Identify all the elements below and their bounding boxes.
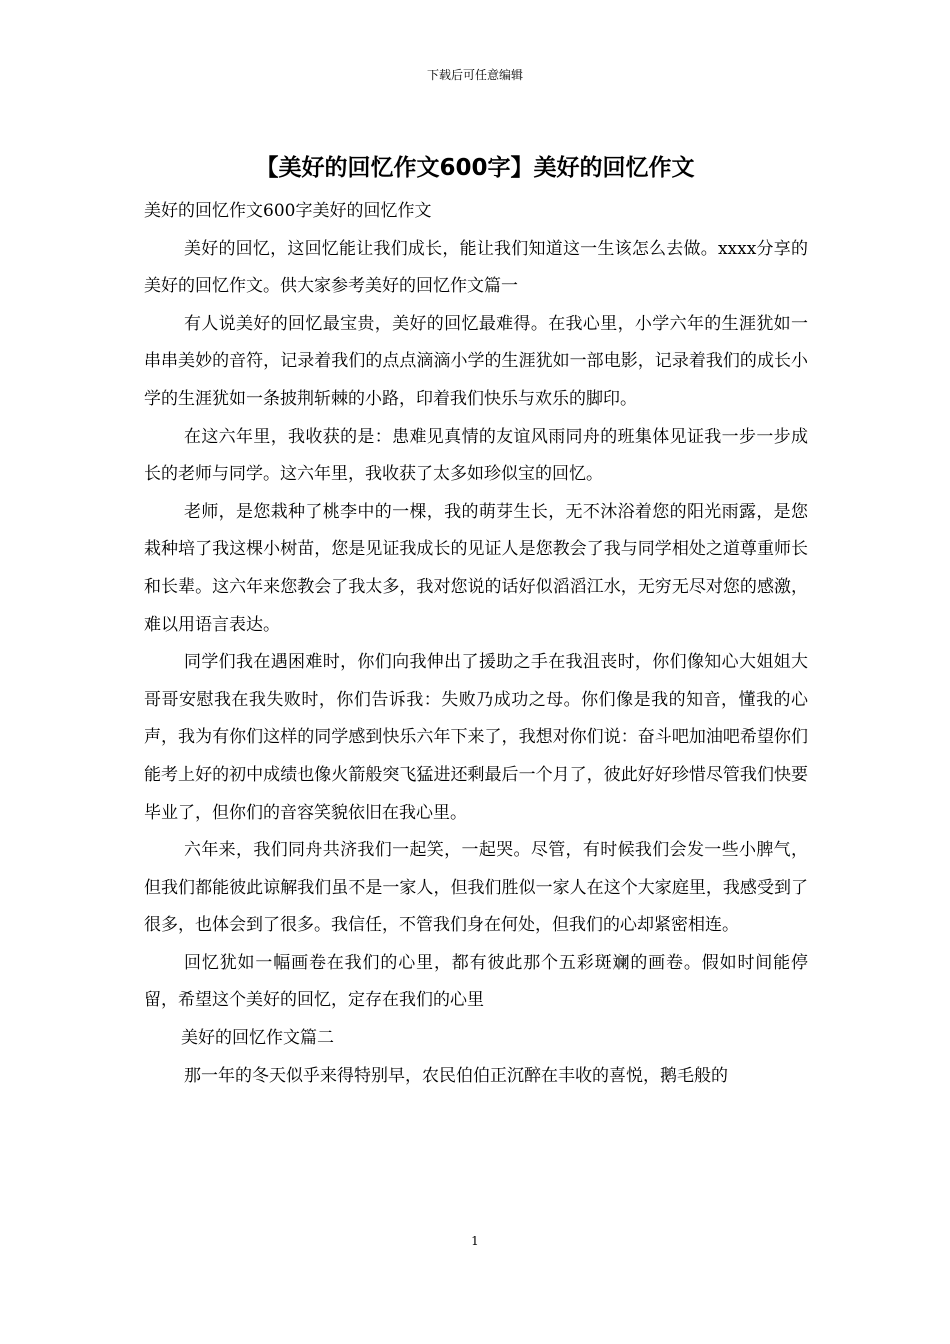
paragraph: 老师，是您栽种了桃李中的一棵，我的萌芽生长，无不沐浴着您的阳光雨露，是您栽种培了我这棵小树苗，您是见证我成长的见证人是您教会了我与同学相处之道尊重师长和长辈。这六年来您教会了我太多，我对您说的话好似滔滔江水，无穷无尽对您的感激，难以用语言表达。	[144, 501, 808, 635]
document-title: 【美好的回忆作文600字】美好的回忆作文	[255, 155, 695, 181]
paragraph: 六年来，我们同舟共济我们一起笑，一起哭。尽管，有时候我们会发一些小脾气，但我们都能彼此谅解我们虽不是一家人，但我们胜似一家人在这个大家庭里，我感受到了很多，也体会到了很多。我信任，不管我们身在何处，但我们的心却紧密相连。	[144, 840, 808, 936]
document-body	[144, 193, 808, 1095]
document-subtitle: 美好的回忆作文600字美好的回忆作文	[144, 201, 432, 221]
paragraph: 回忆犹如一幅画卷在我们的心里，都有彼此那个五彩斑斓的画卷。假如时间能停留，希望这个美好的回忆，定存在我们的心里	[144, 952, 808, 1011]
paragraph: 同学们我在遇困难时，你们向我伸出了援助之手在我沮丧时，你们像知心大姐姐大哥哥安慰我在我失败时，你们告诉我：失败乃成功之母。你们像是我的知音，懂我的心声，我为有你们这样的同学感到快乐六年下来了，我想对你们说：奋斗吧加油吧希望你们能考上好的初中成绩也像火箭般突飞猛进还剩最后一个月了，彼此好好珍惜尽管我们快要毕业了，但你们的音容笑貌依旧在我心里。	[144, 652, 808, 823]
paragraph-intro: 美好的回忆，这回忆能让我们成长，能让我们知道这一生该怎么去做。xxxx分享的美好的回忆作文。供大家参考美好的回忆作文篇一	[144, 238, 808, 297]
paragraph: 在这六年里，我收获的是：患难见真情的友谊风雨同舟的班集体见证我一步一步成长的老师与同学。这六年里，我收获了太多如珍似宝的回忆。	[144, 426, 808, 485]
section-heading: 美好的回忆作文篇二	[181, 1028, 334, 1049]
paragraph: 那一年的冬天似乎来得特别早，农民伯伯正沉醉在丰收的喜悦，鹅毛般的	[184, 1065, 728, 1086]
header-note: 下载后可任意编辑	[426, 68, 523, 82]
page-number: 1	[471, 1234, 479, 1248]
paragraph: 有人说美好的回忆最宝贵，美好的回忆最难得。在我心里，小学六年的生涯犹如一串串美妙的音符，记录着我们的点点滴滴小学的生涯犹如一部电影，记录着我们的成长小学的生涯犹如一条披荆斩棘的小路，印着我们快乐与欢乐的脚印。	[144, 313, 808, 409]
